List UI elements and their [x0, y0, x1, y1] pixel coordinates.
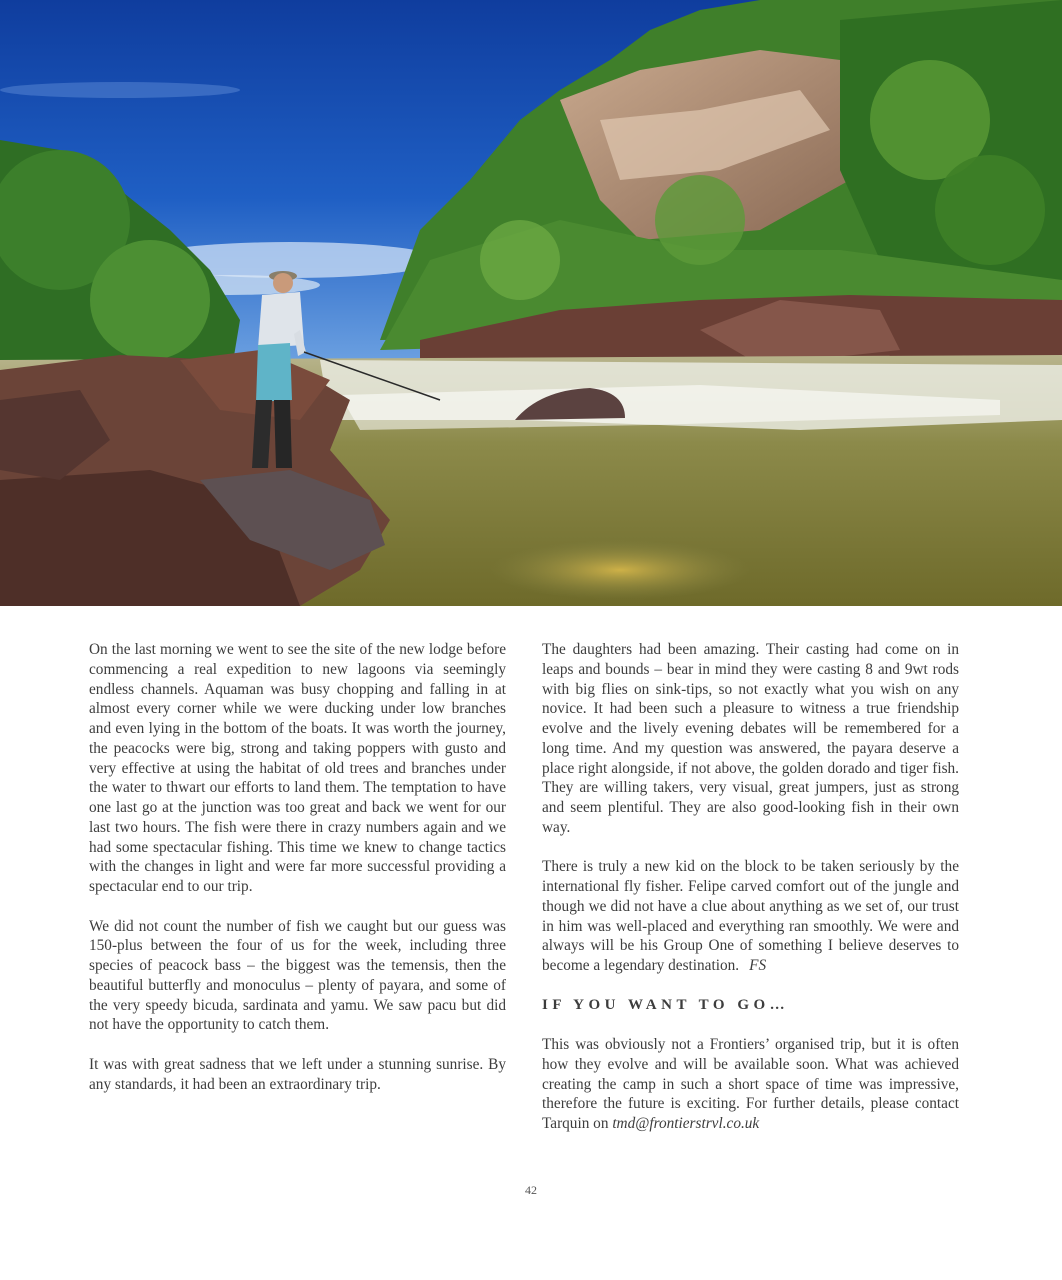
- section-heading: IF YOU WANT TO GO…: [542, 996, 790, 1013]
- body-text: There is truly a new kid on the block to be taken seriously by the international fly fisher. Felipe carved comfort out of the jungle and though we did not have a clue about anything as we set of, our trust in him was well-placed and everything ran smoothly. We were and always will be his Group One of something I believe deserves to become a legendary destination.: [542, 858, 959, 974]
- body-text: This was obviously not a Frontiers’ organised trip, but it is often how they evolve and will be available soon. What was achieved creating the camp in such a short space of time was impressive, therefore the future is exciting. For further details, please contact Tarquin on: [542, 1036, 959, 1132]
- contact-email-link[interactable]: tmd@frontierstrvl.co.uk: [612, 1115, 760, 1132]
- article-right-column: [542, 640, 959, 1134]
- river-fishing-photo: [0, 0, 1062, 606]
- body-paragraph: [542, 857, 959, 976]
- page-number: 42: [525, 1183, 537, 1197]
- body-paragraph: We did not count the number of fish we caught but our guess was 150-plus between the four of us for the week, including three species of peacock bass – the biggest was the temensis, then the beautiful butterfly and monoculus – plenty of payara, and some of the very speedy bicuda, sardinata and yamu. We saw pacu but did not have the opportunity to catch them.: [89, 917, 506, 1034]
- author-signature: FS: [749, 957, 767, 974]
- article-left-column: [89, 640, 506, 1094]
- body-paragraph: On the last morning we went to see the site of the new lodge before commencing a real expedition to new lagoons via seemingly endless channels. Aquaman was busy chopping and falling in at almost every corner while we were ducking under low branches and even lying in the bottom of the boats. It was worth the journey, the peacocks were big, strong and taking poppers with gusto and very effective at using the habitat of old trees and branches under the water to thwart our efforts to land them. The temptation to have one last go at the junction was too great and back we went for our last two hours. The fish were there in crazy numbers again and we had some spectacular fishing. This time we knew to change tactics with the changes in light and were far more successful providing a spectacular end to our trip.: [89, 641, 506, 895]
- body-paragraph: The daughters had been amazing. Their casting had come on in leaps and bounds – bear in mind they were casting 8 and 9wt rods with big flies on sink-tips, so not exactly what you wish on any novice. It had been such a pleasure to witness a true friendship evolve and the lively evening debates will be remembered for a long time. And my question was answered, the payara deserve a place right alongside, if not above, the golden dorado and tiger fish. They are willing takers, very visual, great jumpers, just as strong and seem plentiful. They are also good-looking fish in their own way.: [542, 641, 959, 836]
- body-paragraph: It was with great sadness that we left under a stunning sunrise. By any standards, it had been an extraordinary trip.: [89, 1055, 506, 1093]
- body-paragraph: [542, 1035, 959, 1134]
